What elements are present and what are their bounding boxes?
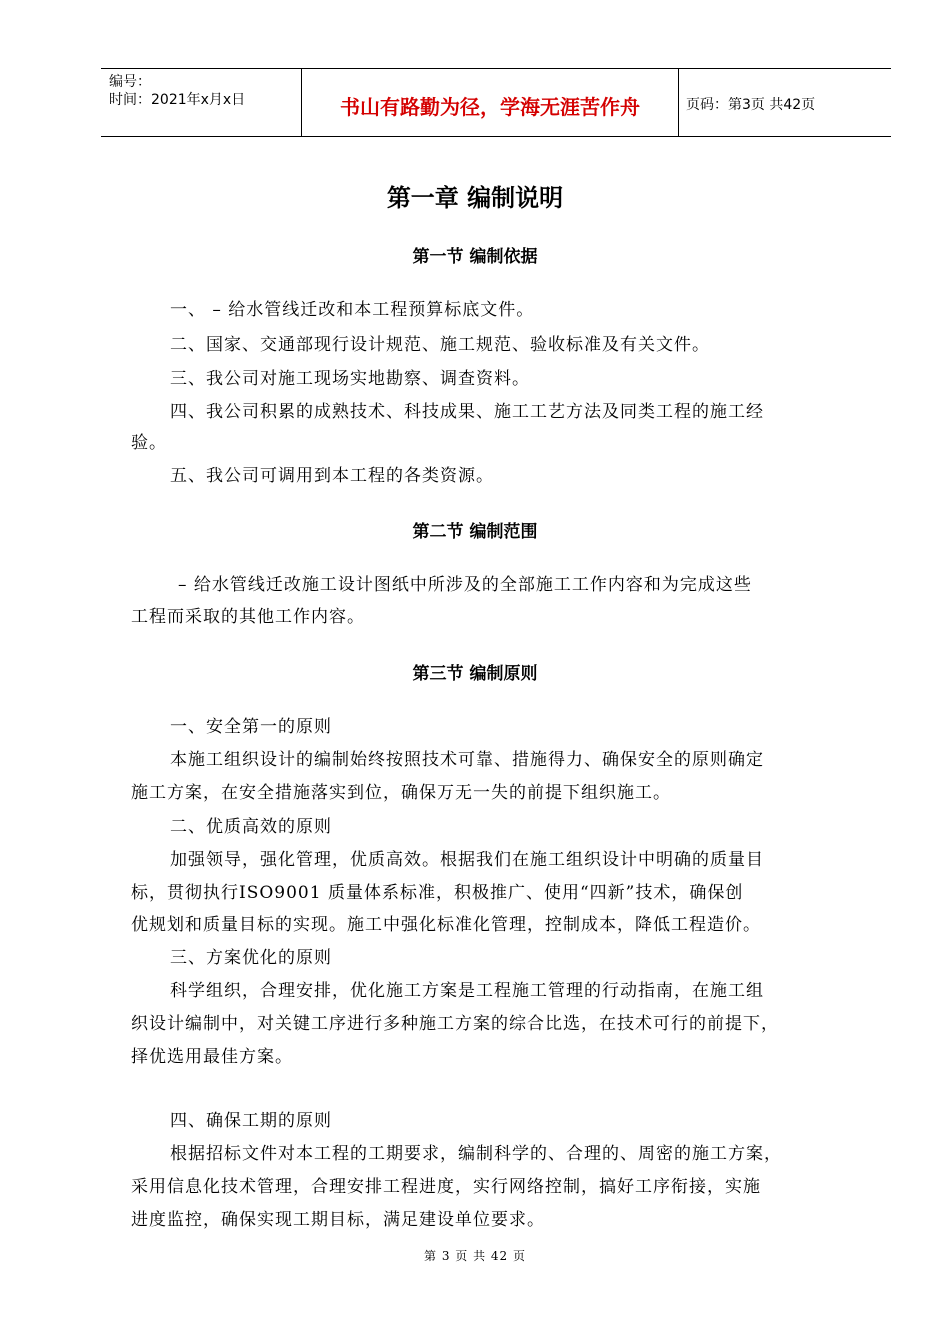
paragraph-line: 根据招标文件对本工程的工期要求，编制科学的、合理的、周密的施工方案， — [170, 1144, 782, 1164]
paragraph-line: 一、 – 给水管线迁改和本工程预算标底文件。 — [170, 300, 535, 320]
page-footer: 第 3 页 共 42 页 — [424, 1249, 526, 1263]
header-page-code: 页码：第3页 共42页 — [686, 97, 816, 113]
paragraph-line: – 给水管线迁改施工设计图纸中所涉及的全部施工工作内容和为完成这些 — [178, 575, 752, 595]
paragraph-line: 四、确保工期的原则 — [170, 1111, 332, 1131]
paragraph-line: 科学组织，合理安排，优化施工方案是工程施工管理的行动指南，在施工组 — [170, 981, 764, 1001]
section-title: 第一节 编制依据 — [412, 247, 538, 267]
paragraph-line: 标，贯彻执行ISO9001 质量体系标准，积极推广、使用“四新”技术，确保创 — [131, 883, 744, 903]
paragraph-line: 加强领导，强化管理，优质高效。根据我们在施工组织设计中明确的质量目 — [170, 850, 764, 870]
paragraph-line: 五、我公司可调用到本工程的各类资源。 — [170, 466, 494, 486]
paragraph-line: 三、方案优化的原则 — [170, 948, 332, 968]
document-number-label: 编号： — [109, 74, 151, 90]
paragraph-line: 本施工组织设计的编制始终按照技术可靠、措施得力、确保安全的原则确定 — [170, 750, 764, 770]
page-header — [101, 68, 891, 137]
section-title: 第三节 编制原则 — [412, 664, 538, 684]
header-motto: 书山有路勤为径，学海无涯苦作舟 — [340, 95, 640, 119]
paragraph-line: 三、我公司对施工现场实地勘察、调查资料。 — [170, 369, 530, 389]
paragraph-line: 一、安全第一的原则 — [170, 717, 332, 737]
paragraph-line: 验。 — [131, 433, 167, 453]
paragraph-line: 二、国家、交通部现行设计规范、施工规范、验收标准及有关文件。 — [170, 335, 710, 355]
paragraph-line: 采用信息化技术管理，合理安排工程进度，实行网络控制，搞好工序衔接，实施 — [131, 1177, 761, 1197]
header-right-cell — [678, 69, 891, 136]
header-left-cell — [101, 69, 301, 136]
paragraph-line: 优规划和质量目标的实现。施工中强化标准化管理，控制成本，降低工程造价。 — [131, 915, 761, 935]
document-time-label: 时间：2021年x月x日 — [109, 92, 246, 108]
header-middle-cell — [301, 69, 679, 136]
paragraph-line: 四、我公司积累的成熟技术、科技成果、施工工艺方法及同类工程的施工经 — [170, 402, 764, 422]
paragraph-line: 施工方案，在安全措施落实到位，确保万无一失的前提下组织施工。 — [131, 783, 671, 803]
paragraph-line: 择优选用最佳方案。 — [131, 1047, 293, 1067]
paragraph-line: 织设计编制中，对关键工序进行多种施工方案的综合比选，在技术可行的前提下， — [131, 1014, 779, 1034]
paragraph-line: 工程而采取的其他工作内容。 — [131, 607, 365, 627]
chapter-title: 第一章 编制说明 — [386, 184, 564, 212]
paragraph-line: 二、优质高效的原则 — [170, 817, 332, 837]
paragraph-line: 进度监控，确保实现工期目标，满足建设单位要求。 — [131, 1210, 545, 1230]
section-title: 第二节 编制范围 — [412, 522, 538, 542]
